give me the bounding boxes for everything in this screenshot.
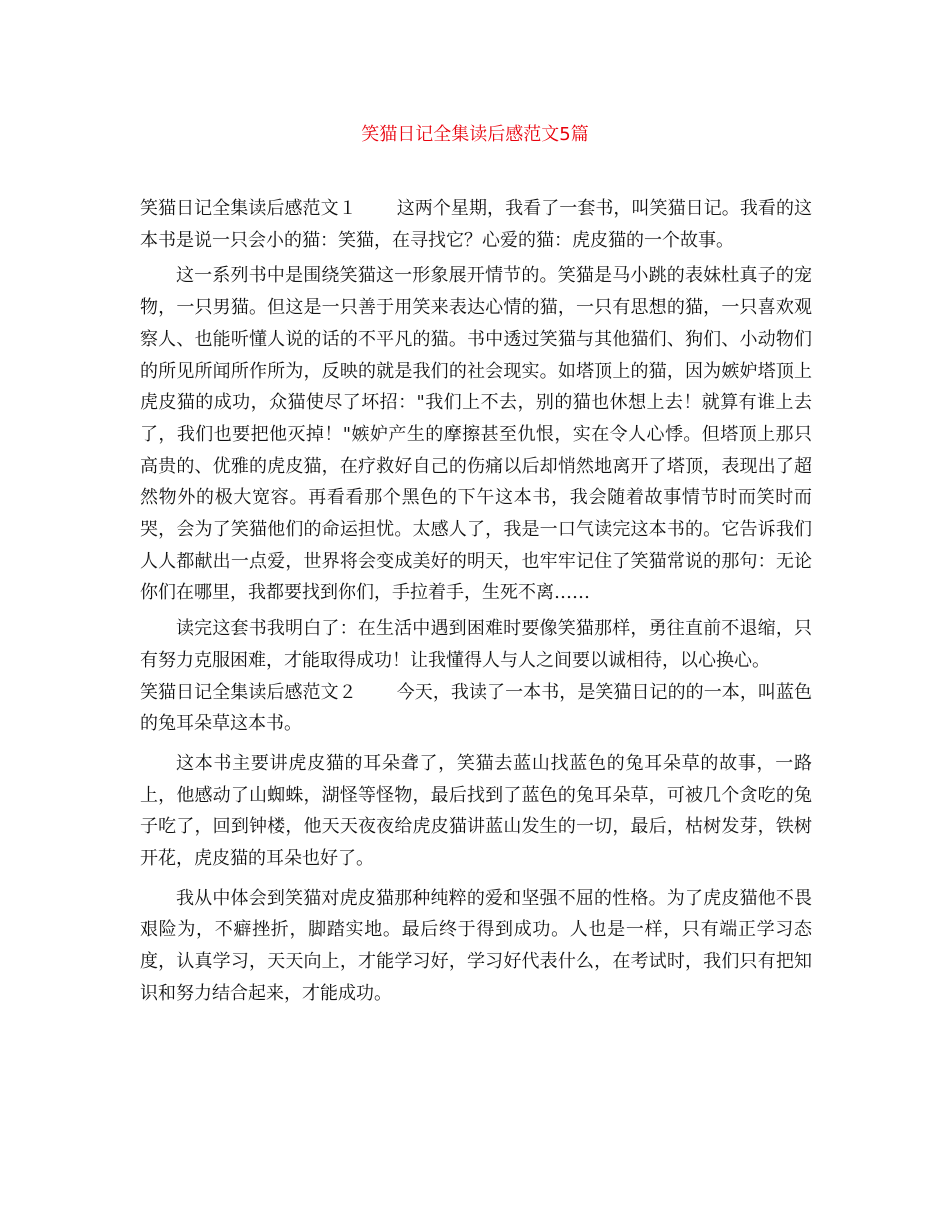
section-2-heading: 笑猫日记全集读后感范文２: [140, 681, 357, 703]
section-1-paragraph: 读完这套书我明白了：在生活中遇到困难时要像笑猫那样，勇往直前不退缩，只有努力克服困难，才能取得成功！让我懂得人与人之间要以诚相待，以心换心。: [140, 618, 812, 671]
document-title: 笑猫日记全集读后感范文5篇: [361, 124, 589, 145]
section-1-opening: [140, 193, 812, 256]
document-body: [140, 193, 812, 1010]
section-2-paragraph: 这本书主要讲虎皮猫的耳朵聋了，笑猫去蓝山找蓝色的兔耳朵草的故事，一路上，他感动了山蜘蛛，湖怪等怪物，最后找到了蓝色的兔耳朵草，可被几个贪吃的兔子吃了，回到钟楼，他天天夜夜给虎皮猫讲蓝山发生的一切，最后，枯树发芽，铁树开花，虎皮猫的耳朵也好了。: [140, 752, 812, 870]
section-1-heading: 笑猫日记全集读后感范文１: [140, 198, 357, 219]
section-2-opening: [140, 677, 812, 740]
section-2-lead: 今天，我读了一本书，是笑猫日记的的一本，叫蓝色的兔耳朵草这本书。: [140, 681, 812, 735]
section-1-lead: 这两个星期，我看了一套书，叫笑猫日记。我看的这本书是说一只会小的猫：笑猫，在寻找它？心爱的猫：虎皮猫的一个故事。: [140, 198, 812, 251]
spacer: [140, 740, 812, 748]
section-1-paragraph: 这一系列书中是围绕笑猫这一形象展开情节的。笑猫是马小跳的表妹杜真子的宠物，一只男猫。但这是一只善于用笑来表达心情的猫，一只有思想的猫，一只喜欢观察人、也能听懂人说的话的不平凡的猫。书中透过笑猫与其他猫们、狗们、小动物们的所见所闻所作所为，反映的就是我们的社会现实。如塔顶上的猫，因为嫉妒塔顶上虎皮猫的成功，众猫使尽了坏招："我们上不去，别的猫也休想上去！就算有谁上去了，我们也要把他灭掉！"嫉妒产生的摩擦甚至仇恨，实在令人心悸。但塔顶上那只高贵的、优雅的虎皮猫，在疗救好自己的伤痛以后却悄然地离开了塔顶，表现出了超然物外的极大宽容。再看看那个黑色的下午这本书，我会随着故事情节时而笑时而哭，会为了笑猫他们的命运担忧。太感人了，我是一口气读完这本书的。它告诉我们人人都献出一点爱，世界将会变成美好的明天，也牢牢记住了笑猫常说的那句：无论你们在哪里，我都要找到你们，手拉着手，生死不离……: [140, 265, 812, 604]
section-2-paragraph: 我从中体会到笑猫对虎皮猫那种纯粹的爱和坚强不屈的性格。为了虎皮猫他不畏艰险为，不癖挫折，脚踏实地。最后终于得到成功。人也是一样，只有端正学习态度，认真学习，天天向上，才能学习好，学习好代表什么，在考试时，我们只有把知识和努力结合起来，才能成功。: [140, 887, 812, 1004]
spacer: [140, 875, 812, 883]
